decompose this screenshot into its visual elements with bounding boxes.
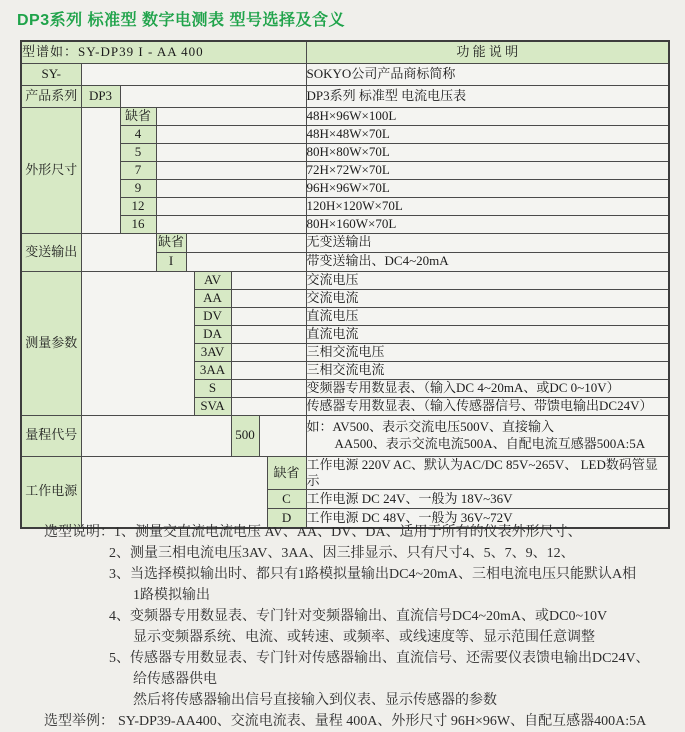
power-label-cell: 工作电源	[21, 456, 81, 528]
table-row-series	[21, 85, 669, 107]
note-text: 1、测量交直流电流电压 AV、AA、DV、DA、适用于所有的仪表外形尺寸、	[114, 525, 582, 540]
table-row-dimension	[21, 107, 669, 125]
brand-label-cell: SY-	[21, 63, 81, 85]
code-cell: 12	[120, 197, 156, 215]
desc-cell: 交流电压	[306, 271, 669, 289]
empty-cell	[156, 215, 306, 233]
code-cell: 16	[120, 215, 156, 233]
desc-cell: 120H×120W×70L	[306, 197, 669, 215]
range-desc-line2: AA500、表示交流电流500A、自配电流互感器500A:5A	[334, 435, 646, 451]
desc-cell: 带变送输出、DC4~20mA	[306, 252, 669, 271]
note-line: 2、测量三相电流电压3AV、3AA、因三排显示、只有尺寸4、5、7、9、12、	[109, 546, 575, 561]
empty-cell	[81, 271, 194, 415]
notes-heading: 选型说明：	[44, 525, 114, 540]
empty-cell	[156, 179, 306, 197]
code-cell: SVA	[194, 397, 231, 415]
empty-cell	[156, 143, 306, 161]
desc-cell: 48H×96W×100L	[306, 107, 669, 125]
desc-cell: 传感器专用数显表、（输入传感器信号、带馈电输出DC24V）	[306, 397, 669, 415]
page-title: DP3系列 标准型 数字电测表 型号选择及含义	[17, 12, 345, 29]
desc-cell: DP3系列 标准型 电流电压表	[306, 85, 669, 107]
desc-cell: 工作电源 DC 48V、一般为 36V~72V	[306, 509, 669, 528]
code-cell: DA	[194, 325, 231, 343]
table-row-power	[21, 456, 669, 490]
note-line: 3、当选择模拟输出时、都只有1路模拟量输出DC4~20mA、三相电流电压只能默认A相	[109, 567, 637, 582]
series-label-cell: 产品系列	[21, 85, 81, 107]
example-label: 选型举例：	[44, 714, 114, 729]
code-cell: I	[156, 252, 186, 271]
model-selection-table	[20, 40, 670, 529]
dimensions-label-cell: 外形尺寸	[21, 107, 81, 233]
empty-cell	[231, 289, 306, 307]
code-cell: 3AA	[194, 361, 231, 379]
table-header-row	[21, 41, 669, 63]
desc-cell: 直流电压	[306, 307, 669, 325]
code-cell: 缺省	[267, 456, 306, 490]
code-cell: 3AV	[194, 343, 231, 361]
code-cell: S	[194, 379, 231, 397]
code-cell: D	[267, 509, 306, 528]
empty-cell	[231, 307, 306, 325]
note-line: 给传感器供电	[133, 672, 217, 687]
empty-cell	[186, 233, 306, 252]
empty-cell	[231, 325, 306, 343]
empty-cell	[81, 456, 267, 528]
empty-cell	[156, 161, 306, 179]
desc-cell: 三相交流电压	[306, 343, 669, 361]
desc-cell: 80H×160W×70L	[306, 215, 669, 233]
desc-cell: 工作电源 DC 24V、一般为 18V~36V	[306, 490, 669, 509]
code-cell: DV	[194, 307, 231, 325]
empty-cell	[231, 361, 306, 379]
range-label-cell: 量程代号	[21, 415, 81, 456]
empty-cell	[81, 233, 156, 271]
desc-cell	[306, 415, 669, 456]
code-cell: AV	[194, 271, 231, 289]
desc-cell: SOKYO公司产品商标简称	[306, 63, 669, 85]
series-code-cell: DP3	[81, 85, 120, 107]
desc-cell: 72H×72W×70L	[306, 161, 669, 179]
empty-cell	[231, 343, 306, 361]
example-line	[44, 711, 664, 732]
desc-cell: 交流电流	[306, 289, 669, 307]
empty-cell	[120, 85, 306, 107]
measure-label-cell: 测量参数	[21, 271, 81, 415]
code-cell: AA	[194, 289, 231, 307]
code-cell: 缺省	[156, 233, 186, 252]
desc-cell: 三相交流电流	[306, 361, 669, 379]
desc-cell: 80H×80W×70L	[306, 143, 669, 161]
code-cell: 500	[231, 415, 259, 456]
empty-cell	[259, 415, 306, 456]
empty-cell	[231, 397, 306, 415]
desc-cell: 无变送输出	[306, 233, 669, 252]
empty-cell	[81, 107, 120, 233]
desc-cell: 工作电源 220V AC、默认为AC/DC 85V~265V、 LED数码管显示	[306, 456, 669, 490]
empty-cell	[231, 271, 306, 289]
empty-cell	[81, 63, 306, 85]
empty-cell	[81, 415, 231, 456]
table-row-transmit	[21, 233, 669, 252]
desc-cell: 直流电流	[306, 325, 669, 343]
empty-cell	[186, 252, 306, 271]
note-line: 然后将传感器输出信号直接输入到仪表、显示传感器的参数	[133, 693, 497, 708]
code-cell: C	[267, 490, 306, 509]
range-desc-line1: 如：AV500、表示交流电压500V、直接输入	[306, 419, 555, 435]
code-cell: 5	[120, 143, 156, 161]
note-line: 1路模拟输出	[133, 588, 210, 603]
note-line: 4、变频器专用数显表、专门针对变频器输出、直流信号DC4~20mA、或DC0~10V	[109, 609, 608, 624]
transmit-label-cell: 变送输出	[21, 233, 81, 271]
example-text: SY-DP39-AA400、交流电流表、量程 400A、外形尺寸 96H×96W、自配互感器400A:5A	[118, 714, 647, 729]
table-row-measure	[21, 271, 669, 289]
model-spec-header: 型谱如：SY-DP39 I - AA 400	[21, 41, 306, 63]
selection-notes	[44, 522, 664, 732]
note-line: 5、传感器专用数显表、专门针对传感器输出、直流信号、还需要仪表馈电输出DC24V、	[109, 651, 650, 666]
empty-cell	[156, 197, 306, 215]
code-cell: 4	[120, 125, 156, 143]
table-row-brand	[21, 63, 669, 85]
code-cell: 7	[120, 161, 156, 179]
empty-cell	[231, 379, 306, 397]
function-desc-header: 功 能 说 明	[306, 41, 669, 63]
empty-cell	[156, 125, 306, 143]
code-cell: 9	[120, 179, 156, 197]
desc-cell: 48H×48W×70L	[306, 125, 669, 143]
empty-cell	[156, 107, 306, 125]
desc-cell: 96H×96W×70L	[306, 179, 669, 197]
code-cell: 缺省	[120, 107, 156, 125]
note-line: 显示变频器系统、电流、或转速、或频率、或线速度等、显示范围任意调整	[133, 630, 595, 645]
table-row-range	[21, 415, 669, 456]
note-line	[44, 522, 664, 543]
desc-cell: 变频器专用数显表、（输入DC 4~20mA、或DC 0~10V）	[306, 379, 669, 397]
